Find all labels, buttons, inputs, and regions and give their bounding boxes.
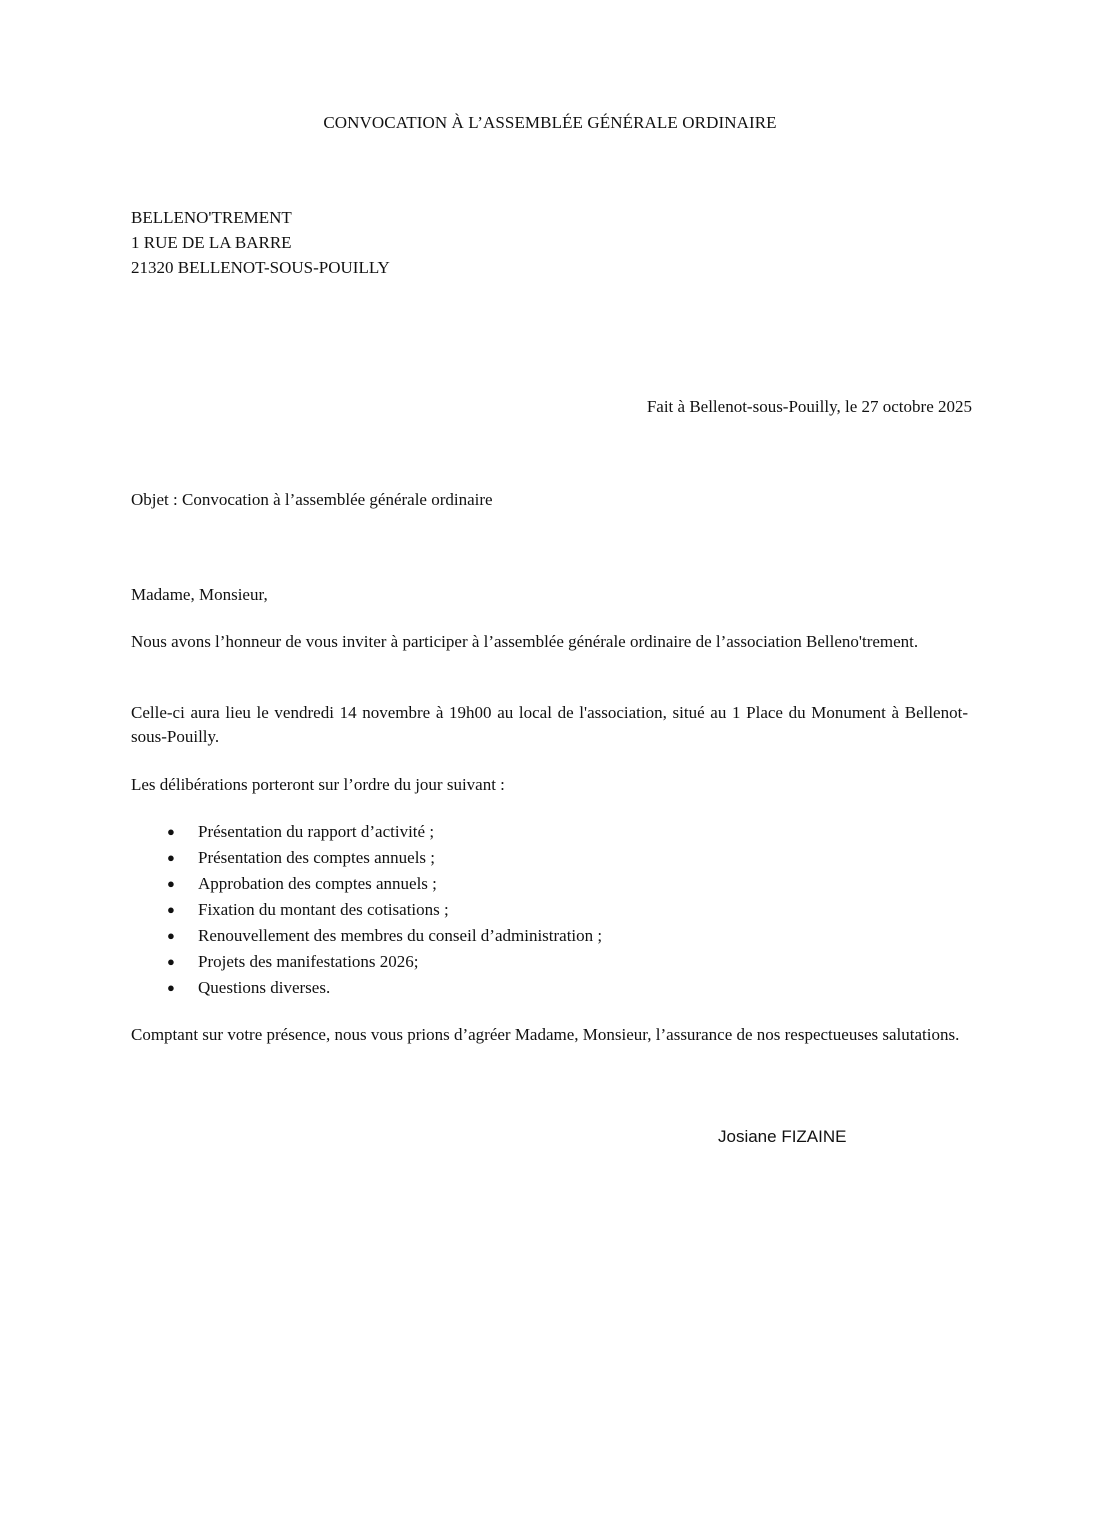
bullet-icon: ● <box>167 928 175 943</box>
agenda-item-text: Renouvellement des membres du conseil d’administration ; <box>198 926 603 945</box>
bullet-icon: ● <box>167 980 175 995</box>
agenda-item-text: Approbation des comptes annuels ; <box>198 874 437 893</box>
signature: Josiane FIZAINE <box>718 1127 847 1146</box>
agenda-item <box>160 975 602 1001</box>
place-date: Fait à Bellenot-sous-Pouilly, le 27 octobre 2025 <box>646 397 972 416</box>
meeting-details-paragraph: Celle-ci aura lieu le vendredi 14 novembre à 19h00 au local de l'association, situé au 1 Place du Monument à Bellenot-sous-Pouilly. <box>131 703 968 746</box>
agenda-item-text: Projets des manifestations 2026; <box>198 952 419 971</box>
agenda-item-text: Questions diverses. <box>198 978 331 997</box>
sender-name: BELLENO'TREMENT <box>131 208 292 227</box>
sender-street: 1 RUE DE LA BARRE <box>131 233 292 252</box>
agenda-list <box>160 819 602 1001</box>
bullet-icon: ● <box>167 876 175 891</box>
agenda-item <box>160 897 602 923</box>
subject-line: Objet : Convocation à l’assemblée générale ordinaire <box>131 490 493 509</box>
agenda-item <box>160 871 602 897</box>
agenda-item <box>160 949 602 975</box>
agenda-item <box>160 845 602 871</box>
sender-city: 21320 BELLENOT-SOUS-POUILLY <box>131 258 390 277</box>
agenda-item-text: Présentation du rapport d’activité ; <box>198 822 435 841</box>
invitation-paragraph: Nous avons l’honneur de vous inviter à participer à l’assemblée générale ordinaire de l’association Belleno'trement. <box>131 632 919 651</box>
agenda-item <box>160 819 602 845</box>
sender-address <box>131 205 390 280</box>
salutation: Madame, Monsieur, <box>131 585 268 604</box>
bullet-icon: ● <box>167 824 175 839</box>
document-title: CONVOCATION À L’ASSEMBLÉE GÉNÉRALE ORDINAIRE <box>323 113 777 132</box>
agenda-item-text: Présentation des comptes annuels ; <box>198 848 436 867</box>
agenda-intro: Les délibérations porteront sur l’ordre du jour suivant : <box>131 775 505 794</box>
agenda-item-text: Fixation du montant des cotisations ; <box>198 900 449 919</box>
bullet-icon: ● <box>167 954 175 969</box>
closing-paragraph: Comptant sur votre présence, nous vous prions d’agréer Madame, Monsieur, l’assurance de nos respectueuses salutations. <box>131 1025 960 1044</box>
agenda-item <box>160 923 602 949</box>
bullet-icon: ● <box>167 850 175 865</box>
bullet-icon: ● <box>167 902 175 917</box>
